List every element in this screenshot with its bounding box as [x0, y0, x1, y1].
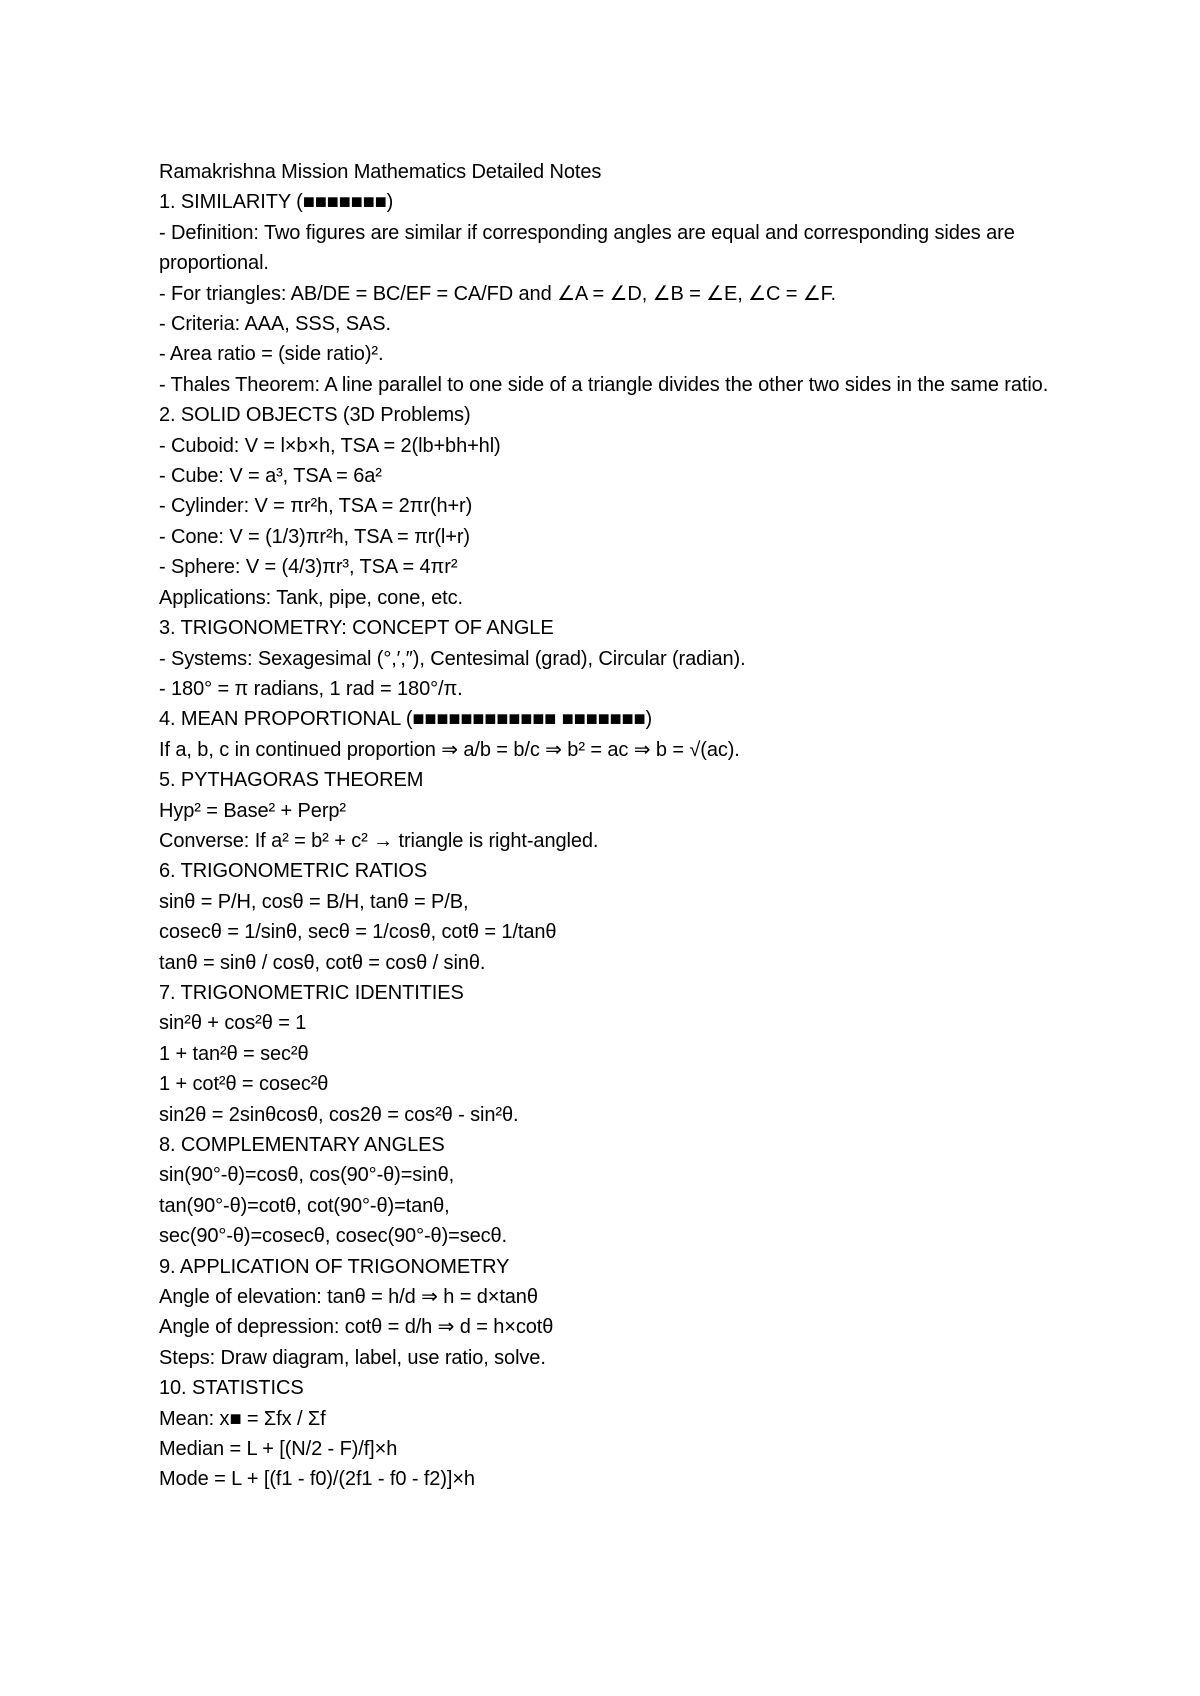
- similarity-definition: - Definition: Two figures are similar if corresponding angles are equal and corresponding sides are proportional.: [159, 221, 1015, 275]
- section-heading-trig-ratios: 6. TRIGONOMETRIC RATIOS: [159, 860, 428, 883]
- similarity-criteria: - Criteria: AAA, SSS, SAS.: [159, 313, 391, 336]
- similarity-thales: - Thales Theorem: A line parallel to one side of a triangle divides the other two sides in the same ratio.: [159, 373, 1049, 396]
- pythagoras-formula: Hyp² = Base² + Perp²: [159, 799, 346, 822]
- identity-double-angle: sin2θ = 2sinθcosθ, cos2θ = cos²θ - sin²θ.: [159, 1103, 519, 1126]
- section-heading-solid-objects: 2. SOLID OBJECTS (3D Problems): [159, 404, 471, 427]
- section-heading-angle: 3. TRIGONOMETRY: CONCEPT OF ANGLE: [159, 617, 554, 640]
- notes-body: [159, 157, 1059, 1495]
- solid-sphere: - Sphere: V = (4/3)πr³, TSA = 4πr²: [159, 556, 458, 579]
- application-depression: Angle of depression: cotθ = d/h ⇒ d = h×cotθ: [159, 1316, 554, 1339]
- complementary-3: sec(90°-θ)=cosecθ, cosec(90°-θ)=secθ.: [159, 1225, 508, 1248]
- section-heading-trig-identities: 7. TRIGONOMETRIC IDENTITIES: [159, 981, 464, 1004]
- trig-ratios-reciprocal: cosecθ = 1/sinθ, secθ = 1/cosθ, cotθ = 1/tanθ: [159, 921, 557, 944]
- section-heading-mean-proportional: 4. MEAN PROPORTIONAL (■■■■■■■■■■■■ ■■■■■■■): [159, 708, 653, 731]
- similarity-triangles: - For triangles: AB/DE = BC/EF = CA/FD and ∠A = ∠D, ∠B = ∠E, ∠C = ∠F.: [159, 282, 837, 305]
- mean-proportional-rule: If a, b, c in continued proportion ⇒ a/b = b/c ⇒ b² = ac ⇒ b = √(ac).: [159, 738, 740, 761]
- section-heading-application: 9. APPLICATION OF TRIGONOMETRY: [159, 1255, 510, 1278]
- application-elevation: Angle of elevation: tanθ = h/d ⇒ h = d×tanθ: [159, 1286, 538, 1309]
- angle-systems: - Systems: Sexagesimal (°,′,″), Centesimal (grad), Circular (radian).: [159, 647, 746, 670]
- angle-conversion: - 180° = π radians, 1 rad = 180°/π.: [159, 677, 463, 700]
- identity-3: 1 + cot²θ = cosec²θ: [159, 1073, 329, 1096]
- trig-ratios-quotient: tanθ = sinθ / cosθ, cotθ = cosθ / sinθ.: [159, 951, 486, 974]
- pythagoras-converse: Converse: If a² = b² + c² → triangle is right-angled.: [159, 829, 599, 852]
- application-steps: Steps: Draw diagram, label, use ratio, solve.: [159, 1346, 546, 1369]
- section-heading-statistics: 10. STATISTICS: [159, 1377, 304, 1400]
- statistics-mode: Mode = L + [(f1 - f0)/(2f1 - f0 - f2)]×h: [159, 1468, 475, 1491]
- document-title: Ramakrishna Mission Mathematics Detailed Notes: [159, 161, 602, 183]
- statistics-mean: Mean: x■ = Σfx / Σf: [159, 1407, 326, 1430]
- section-heading-similarity: 1. SIMILARITY (■■■■■■■): [159, 191, 394, 214]
- section-heading-pythagoras: 5. PYTHAGORAS THEOREM: [159, 769, 424, 792]
- identity-2: 1 + tan²θ = sec²θ: [159, 1042, 309, 1065]
- similarity-area-ratio: - Area ratio = (side ratio)².: [159, 343, 384, 366]
- complementary-2: tan(90°-θ)=cotθ, cot(90°-θ)=tanθ,: [159, 1194, 450, 1217]
- solid-cylinder: - Cylinder: V = πr²h, TSA = 2πr(h+r): [159, 495, 473, 518]
- trig-ratios-basic: sinθ = P/H, cosθ = B/H, tanθ = P/B,: [159, 890, 469, 913]
- statistics-median: Median = L + [(N/2 - F)/f]×h: [159, 1438, 398, 1461]
- solid-cone: - Cone: V = (1/3)πr²h, TSA = πr(l+r): [159, 525, 470, 548]
- solid-cube: - Cube: V = a³, TSA = 6a²: [159, 465, 382, 488]
- solid-cuboid: - Cuboid: V = l×b×h, TSA = 2(lb+bh+hl): [159, 434, 501, 457]
- complementary-1: sin(90°-θ)=cosθ, cos(90°-θ)=sinθ,: [159, 1164, 455, 1187]
- identity-1: sin²θ + cos²θ = 1: [159, 1012, 307, 1035]
- solid-applications: Applications: Tank, pipe, cone, etc.: [159, 586, 463, 609]
- section-heading-complementary: 8. COMPLEMENTARY ANGLES: [159, 1134, 445, 1156]
